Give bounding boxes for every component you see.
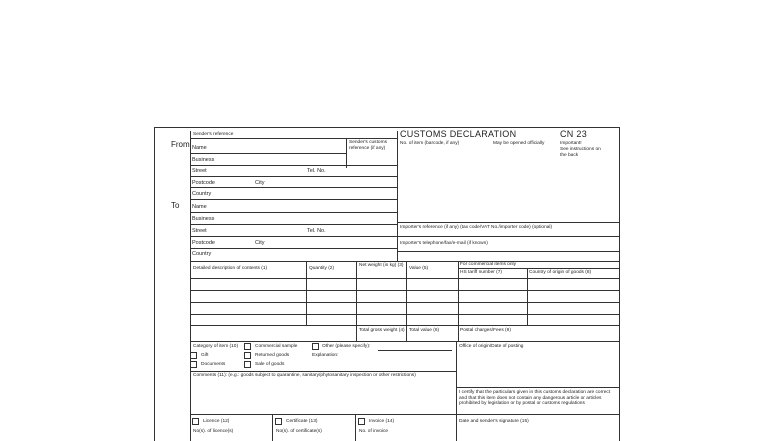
see-instructions: See instructions on the back bbox=[560, 147, 601, 158]
sender-name-field[interactable]: Name bbox=[192, 145, 207, 151]
item-number-label: No. of item (barcode, if any) bbox=[400, 141, 460, 146]
invoice-label: Invoice (14) bbox=[369, 419, 395, 424]
recipient-postcode-field[interactable]: Postcode bbox=[192, 240, 215, 246]
commercial-sample-checkbox[interactable] bbox=[244, 343, 251, 350]
total-value-label: Total value (6) bbox=[409, 328, 440, 333]
recipient-city-field[interactable]: City bbox=[255, 240, 265, 246]
total-weight-label: Total gross weight (4) bbox=[359, 328, 405, 333]
certificate-label: Certificate (13) bbox=[286, 419, 318, 424]
recipient-name-field[interactable]: Name bbox=[192, 204, 207, 210]
importer-reference-field[interactable]: Importer's reference (if any) (tax code/VAT No./importer code) (optional) bbox=[400, 225, 553, 230]
sender-reference-label: Sender's reference bbox=[193, 132, 234, 137]
commercial-items-header: For commercial items only bbox=[460, 262, 516, 267]
hs-tariff-header: HS tariff number (7) bbox=[460, 270, 503, 275]
licence-checkbox[interactable] bbox=[192, 418, 199, 425]
licence-label: Licence (12) bbox=[203, 419, 230, 424]
form-title: CUSTOMS DECLARATION bbox=[400, 129, 517, 139]
net-weight-header: Net weight (in kg) (3) bbox=[359, 263, 404, 268]
sender-street-field[interactable]: Street bbox=[192, 168, 207, 174]
sender-tel-field[interactable]: Tel. No. bbox=[307, 168, 326, 174]
from-label: From bbox=[171, 140, 190, 149]
sale-of-goods-checkbox[interactable] bbox=[244, 361, 251, 368]
postal-charges-label: Postal charges/Fees (9) bbox=[460, 328, 511, 333]
description-header: Detailed description of contents (1) bbox=[193, 266, 268, 271]
to-label: To bbox=[171, 201, 180, 210]
returned-goods-label: Returned goods bbox=[255, 353, 290, 358]
form-code: CN 23 bbox=[560, 129, 588, 139]
gift-checkbox[interactable] bbox=[190, 352, 197, 359]
quantity-header: Quantity (2) bbox=[309, 266, 335, 271]
sender-signature-field[interactable]: Date and sender's signature (15) bbox=[459, 419, 529, 424]
certificate-number-field[interactable]: No(s). of certificate(s) bbox=[276, 429, 322, 434]
importer-telephone-field[interactable]: Importer's telephone/fax/e-mail (if known) bbox=[400, 241, 488, 246]
category-title: Category of item (10) bbox=[193, 344, 239, 349]
comments-field[interactable]: Comments (11): (e.g.: goods subject to quarantine, sanitary/phytosanitary inspection or other restrictions) bbox=[193, 373, 416, 378]
documents-checkbox[interactable] bbox=[190, 361, 197, 368]
other-specify-label: Other (please specify): bbox=[322, 344, 371, 349]
sender-customs-reference: Sender's customs reference (if any) bbox=[349, 140, 387, 151]
returned-goods-checkbox[interactable] bbox=[244, 352, 251, 359]
sender-country-field[interactable]: Country bbox=[192, 191, 212, 197]
sale-of-goods-label: Sale of goods bbox=[255, 362, 285, 367]
value-header: Value (5) bbox=[409, 266, 429, 271]
sender-city-field[interactable]: City bbox=[255, 180, 265, 186]
explanation-label: Explanation: bbox=[312, 353, 339, 358]
recipient-street-field[interactable]: Street bbox=[192, 228, 207, 234]
gift-label: Gift bbox=[201, 353, 209, 358]
documents-label: Documents bbox=[201, 362, 226, 367]
licence-number-field[interactable]: No(s). of licence(s) bbox=[193, 429, 234, 434]
certificate-checkbox[interactable] bbox=[275, 418, 282, 425]
commercial-sample-label: Commercial sample bbox=[255, 344, 298, 349]
may-be-opened-label: May be opened officially bbox=[493, 141, 545, 146]
office-of-origin-label: Office of origin/Date of posting bbox=[459, 344, 524, 349]
invoice-checkbox[interactable] bbox=[358, 418, 365, 425]
invoice-number-field[interactable]: No. of invoice bbox=[359, 429, 389, 434]
recipient-business-field[interactable]: Business bbox=[192, 216, 215, 222]
sender-postcode-field[interactable]: Postcode bbox=[192, 180, 215, 186]
certification-text: I certify that the particulars given in this customs declaration are correct and that this item does not contain any dangerous article or articles prohibited by legislation or by postal or customs regulations bbox=[459, 390, 611, 406]
other-specify-line bbox=[378, 350, 452, 351]
important-note: Important! bbox=[560, 141, 582, 146]
recipient-tel-field[interactable]: Tel. No. bbox=[307, 228, 326, 234]
other-checkbox[interactable] bbox=[312, 343, 319, 350]
sender-business-field[interactable]: Business bbox=[192, 157, 215, 163]
recipient-country-field[interactable]: Country bbox=[192, 251, 212, 257]
origin-header: Country of origin of goods (8) bbox=[529, 270, 592, 275]
